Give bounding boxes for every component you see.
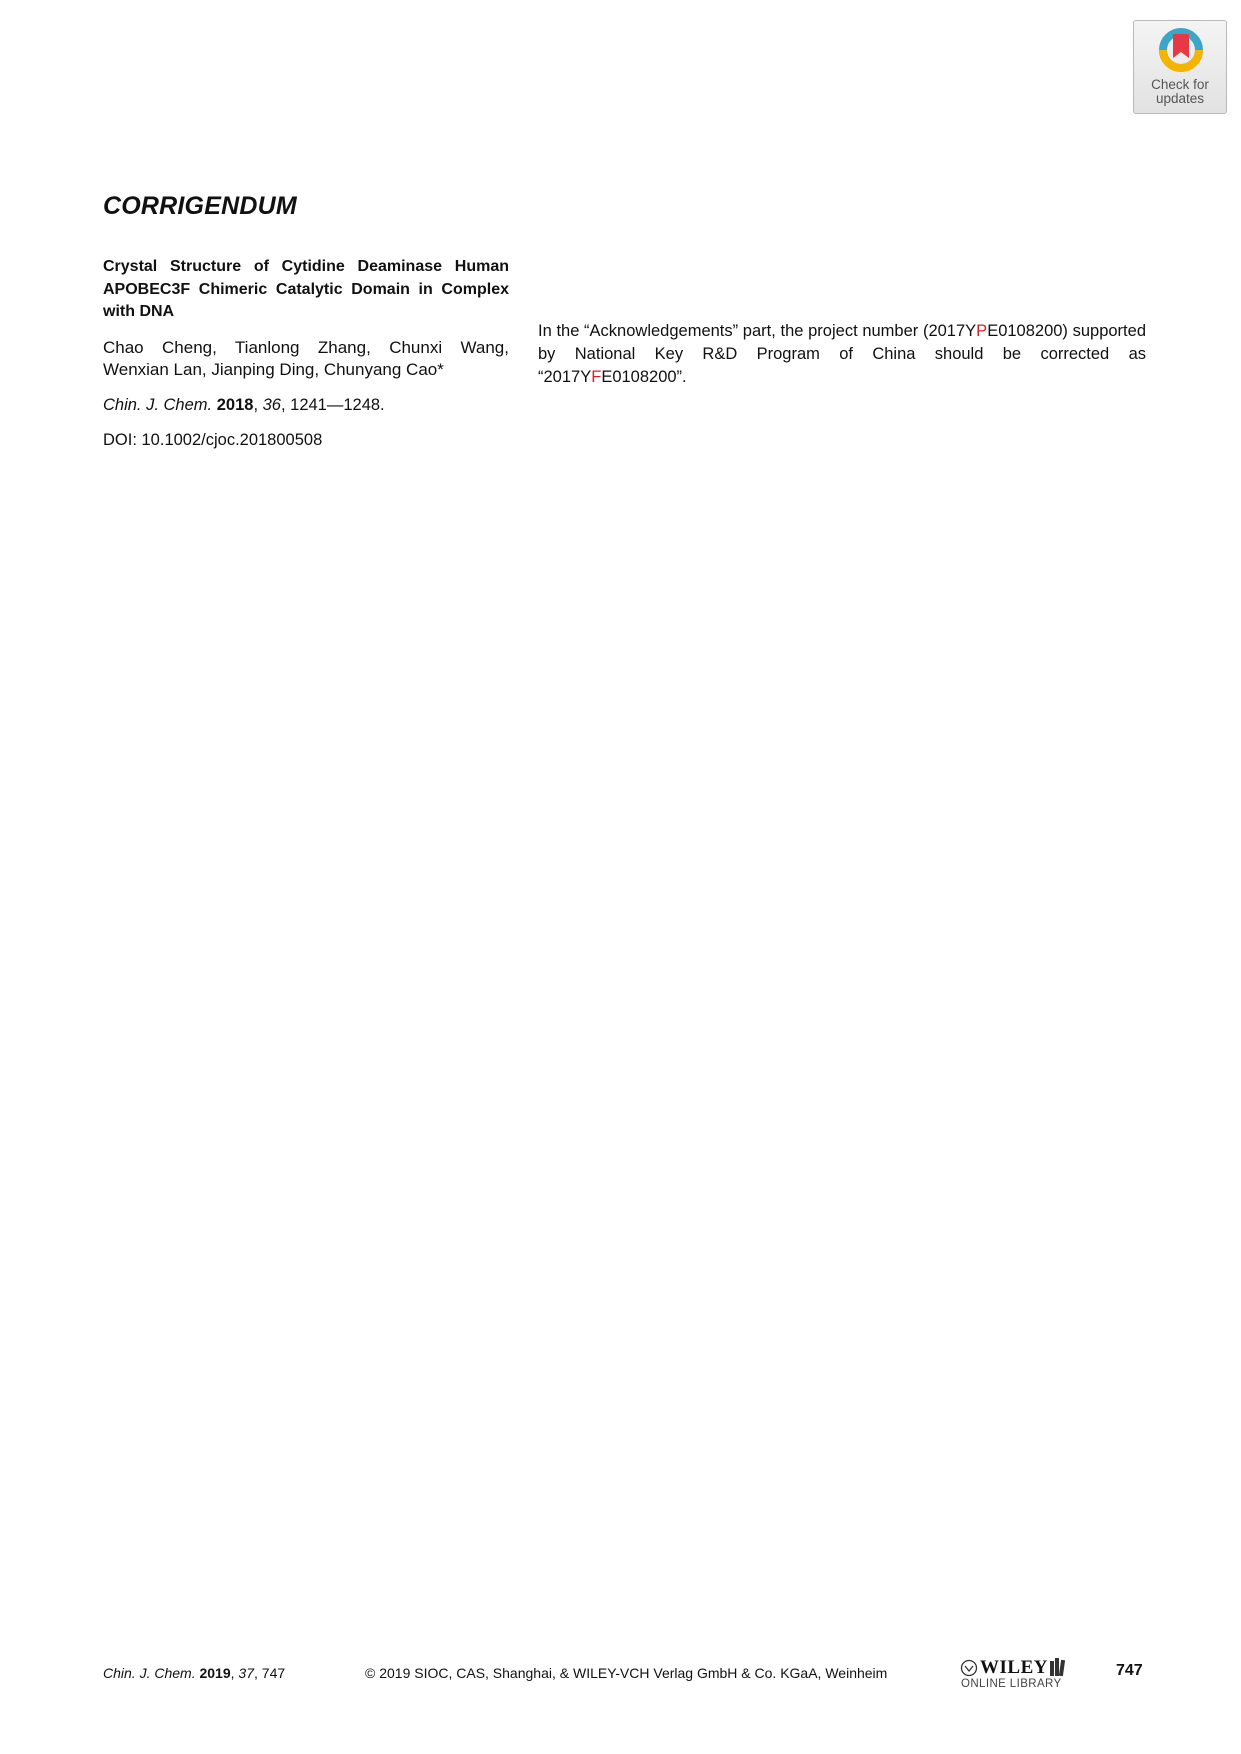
correction-text: In the “Acknowledgements” part, the project number (2017YPE0108200) supported by National Key R&D Program of China should be corrected as “2017YFE0108200”. <box>538 322 1146 386</box>
article-citation: Chin. J. Chem. 2018, 36, 1241—1248. <box>103 395 385 414</box>
page-footer <box>0 1657 1241 1697</box>
article-authors: Chao Cheng, Tianlong Zhang, Chunxi Wang, Wenxian Lan, Jianping Ding, Chunyang Cao* <box>103 337 509 379</box>
check-for-updates-ring-icon <box>1157 26 1205 74</box>
check-for-updates-badge[interactable] <box>1133 20 1227 114</box>
wrong-character: P <box>976 322 988 340</box>
article-title: Crystal Structure of Cytidine Deaminase Human APOBEC3F Chimeric Catalytic Domain in Complex with DNA <box>103 258 509 320</box>
page-number: 747 <box>1116 1662 1143 1679</box>
article-doi[interactable]: DOI: 10.1002/cjoc.201800508 <box>103 430 323 449</box>
wiley-emblem-icon <box>960 1659 978 1677</box>
books-icon <box>1048 1655 1070 1677</box>
footer-journal-citation: Chin. J. Chem. 2019, 37, 747 <box>103 1665 286 1681</box>
check-for-updates-label: Check for updates <box>1151 77 1209 106</box>
section-title: CORRIGENDUM <box>103 192 297 220</box>
online-library-label: ONLINE LIBRARY <box>961 1678 1062 1690</box>
wiley-online-library-logo[interactable] <box>960 1657 1070 1693</box>
footer-copyright: © 2019 SIOC, CAS, Shanghai, & WILEY-VCH Verlag GmbH & Co. KGaA, Weinheim <box>365 1665 888 1681</box>
article-reference <box>103 256 509 451</box>
corrected-character: F <box>591 367 602 386</box>
wiley-wordmark: WILEY <box>980 1657 1048 1678</box>
